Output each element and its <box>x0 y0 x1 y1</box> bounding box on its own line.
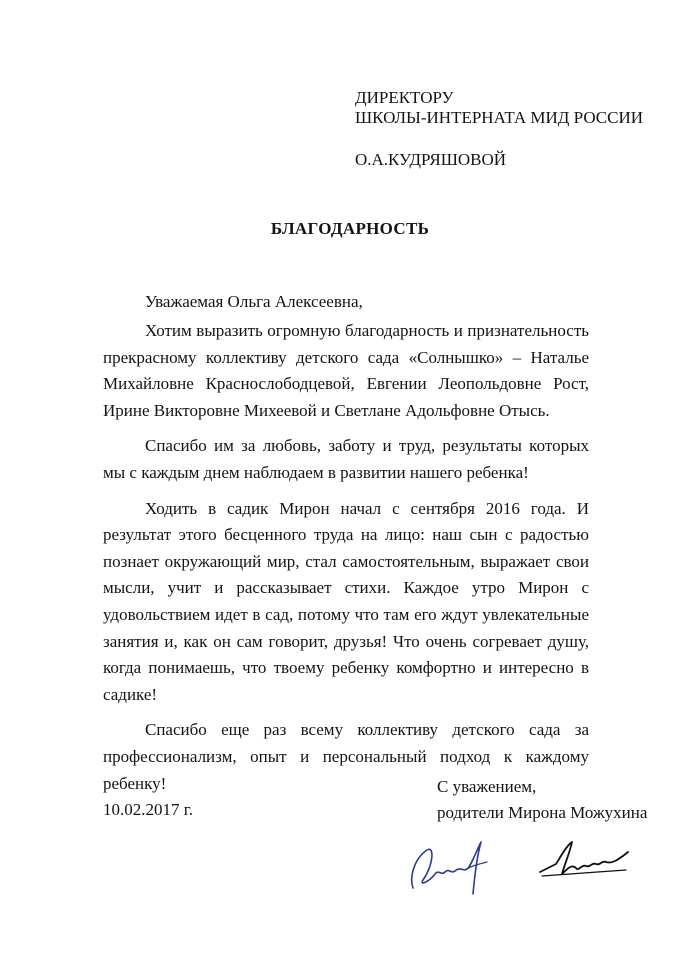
handwritten-signature-blue <box>405 836 500 896</box>
salutation: Уважаемая Ольга Алексеевна, <box>145 292 363 311</box>
paragraph: Ходить в садик Мирон начал с сентября 2016 года. И результат этого бесценного труда на лицо: наш сын с радостью познает окружающий мир, стал самостоятельным, выражает свои мысли, учит и рассказывает стихи. Каждое утро Мирон с удовольствием идет в сад, потому что там его ждут увлекательные занятия и, как он сам говорит, друзья! Что очень согревает душу, когда понимаешь, что твоему ребенку комфортно и интересно в садике! <box>103 498 589 704</box>
addressee-position: ДИРЕКТОРУ <box>355 88 454 107</box>
addressee-block <box>355 88 643 170</box>
handwritten-signature-black <box>538 838 630 883</box>
letter-body <box>103 318 589 806</box>
paragraph: Спасибо им за любовь, заботу и труд, результаты которых мы с каждым днем наблюдаем в развитии нашего ребенка! <box>103 436 589 482</box>
closing-greeting: С уважением, <box>437 777 537 796</box>
addressee-name: О.А.КУДРЯШОВОЙ <box>355 150 507 169</box>
closing-signatories: родители Мирона Можухина <box>437 803 648 822</box>
document-title: БЛАГОДАРНОСТЬ <box>270 219 430 238</box>
letter-date: 10.02.2017 г. <box>103 800 194 819</box>
addressee-organization: ШКОЛЫ-ИНТЕРНАТА МИД РОССИИ <box>355 108 644 127</box>
closing-block <box>437 774 647 826</box>
paragraph: Хотим выразить огромную благодарность и признательность прекрасному коллективу детского сада «Солнышко» – Наталье Михайловне Краснослободцевой, Евгении Леопольдовне Рост, Ирине Викторовне Михеевой и Светлане Адольфовне Отысь. <box>103 321 589 420</box>
paragraph: Спасибо еще раз всему коллективу детского сада за профессионализм, опыт и персональный подход к каждому ребенку! <box>103 720 589 793</box>
